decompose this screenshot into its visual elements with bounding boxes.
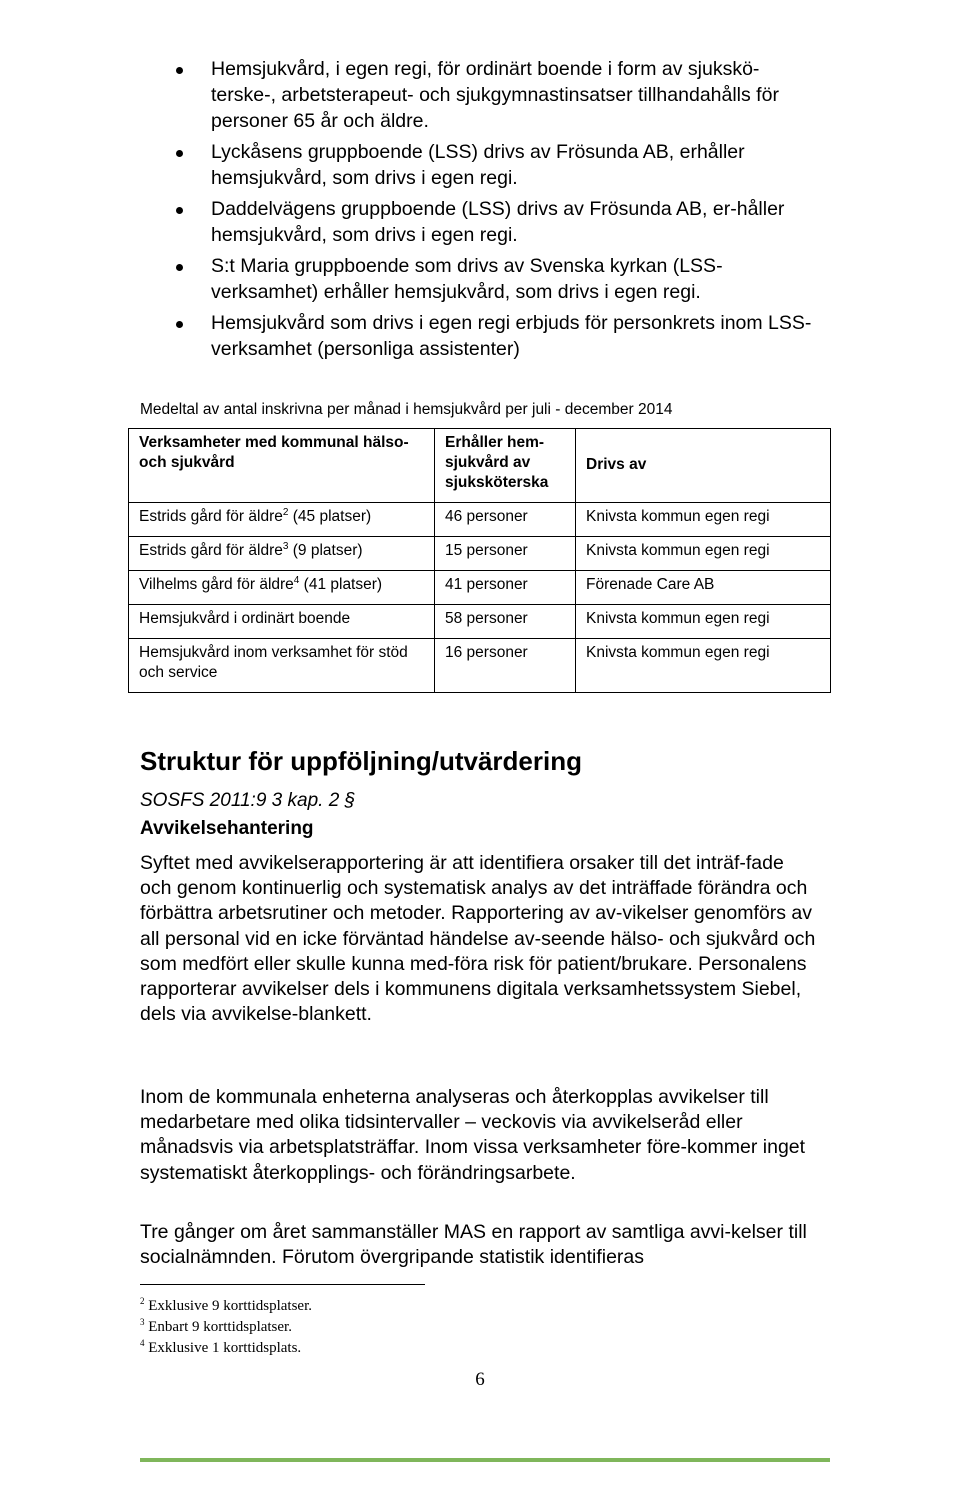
table-row xyxy=(129,639,831,693)
section-mark: § xyxy=(344,790,356,811)
table-row xyxy=(129,503,831,537)
cell-operator: Knivsta kommun egen regi xyxy=(576,605,831,639)
cell-count: 58 personer xyxy=(435,605,576,639)
footnote: $^2$ Exklusive 9 korttidsplatser. xyxy=(140,1296,312,1314)
table-row xyxy=(129,605,831,639)
cell-operator: Knivsta kommun egen regi xyxy=(576,537,831,571)
list-item: Hemsjukvård som drivs i egen regi erbjuds för personkrets inom LSS-verksamhet (personliga assistenter) xyxy=(160,310,820,362)
page-number: 6 xyxy=(475,1369,485,1390)
section-title: Struktur för uppföljning/utvärdering xyxy=(140,746,582,776)
cell-operator: Knivsta kommun egen regi xyxy=(576,639,831,693)
footnotes xyxy=(140,1296,312,1359)
column-header-activity: Verksamheter med kommunal hälso- och sjukvård xyxy=(129,429,435,503)
regulation-reference: SOSFS 2011:9 3 kap. 2 § xyxy=(140,790,356,811)
cell-activity: Estrids gård för äldre$^3$ (9 platser) xyxy=(129,537,435,571)
section-subtitle: Avvikelsehantering xyxy=(140,818,314,839)
cell-operator: Förenade Care AB xyxy=(576,571,831,605)
body-paragraph: Tre gånger om året sammanställer MAS en rapport av samtliga avvi-kelser till socialnämnden. Förutom övergripande statistik identifieras xyxy=(140,1221,807,1269)
footnote: $^4$ Exklusive 1 korttidsplats. xyxy=(140,1338,302,1356)
column-header-nursing: Erhåller hem-sjukvård av sjuksköterska xyxy=(435,429,576,503)
bottom-divider xyxy=(140,1458,830,1462)
table-row xyxy=(129,537,831,571)
table-header-row xyxy=(129,429,831,503)
capacity-table xyxy=(128,428,831,693)
footnote-ref: 4 xyxy=(293,574,300,586)
cell-activity: Vilhelms gård för äldre$^4$ (41 platser) xyxy=(129,571,435,605)
list-item: S:t Maria gruppboende som drivs av Svenska kyrkan (LSS-verksamhet) erhåller hemsjukvård, som drivs i egen regi. xyxy=(160,253,820,305)
footnote-divider xyxy=(140,1284,425,1285)
cell-count: 15 personer xyxy=(435,537,576,571)
cell-activity: Hemsjukvård inom verksamhet för stöd och service xyxy=(129,639,435,693)
footnote: $^3$ Enbart 9 korttidsplatser. xyxy=(140,1317,292,1335)
cell-activity: Hemsjukvård i ordinärt boende xyxy=(129,605,435,639)
list-item: Hemsjukvård, i egen regi, för ordinärt boende i form av sjukskö-terske-, arbetsterapeut- och sjukgymnastinsatser tillhandahålls för personer 65 år och äldre. xyxy=(160,56,820,134)
cell-activity: Estrids gård för äldre$^2$ (45 platser) xyxy=(129,503,435,537)
body-paragraph: Inom de kommunala enheterna analyseras och återkopplas avvikelser till medarbetare med olika tidsintervaller – veckovis via avvikelseråd eller månadsvis via arbetsplatsträffar. Inom vissa verksamheter före-kommer inget systematiskt återkopplings- och förändringsarbete. xyxy=(140,1086,806,1184)
cell-count: 16 personer xyxy=(435,639,576,693)
cell-count: 41 personer xyxy=(435,571,576,605)
body-paragraph: Syftet med avvikelserapportering är att identifiera orsaker till det inträf-fade och genom kontinuerlig och systematisk analys av det inträffade förändra och förbättra arbetsrutiner och metoder. Rapportering av av-vikelser genomförs av all personal vid en icke förväntad händelse av-seende hälso- och sjukvård och som medfört eller skulle kunna med-föra risk för patient/brukare. Personalens rapporterar avvikelser dels i kommunens digitala verksamhetssystem Siebel, dels via avvikelse-blankett. xyxy=(140,852,816,1026)
table-row xyxy=(129,571,831,605)
footnote-ref: 2 xyxy=(282,506,289,518)
cell-count: 46 personer xyxy=(435,503,576,537)
bullet-list xyxy=(160,56,820,367)
list-item: Lyckåsens gruppboende (LSS) drivs av Frösunda AB, erhåller hemsjukvård, som drivs i egen regi. xyxy=(160,139,820,191)
column-header-operator: Drivs av xyxy=(576,429,831,503)
cell-operator: Knivsta kommun egen regi xyxy=(576,503,831,537)
table-caption: Medeltal av antal inskrivna per månad i hemsjukvård per juli - december 2014 xyxy=(140,401,673,418)
list-item: Daddelvägens gruppboende (LSS) drivs av Frösunda AB, er-håller hemsjukvård, som drivs i egen regi. xyxy=(160,196,820,248)
footnote-ref: 3 xyxy=(282,540,289,552)
